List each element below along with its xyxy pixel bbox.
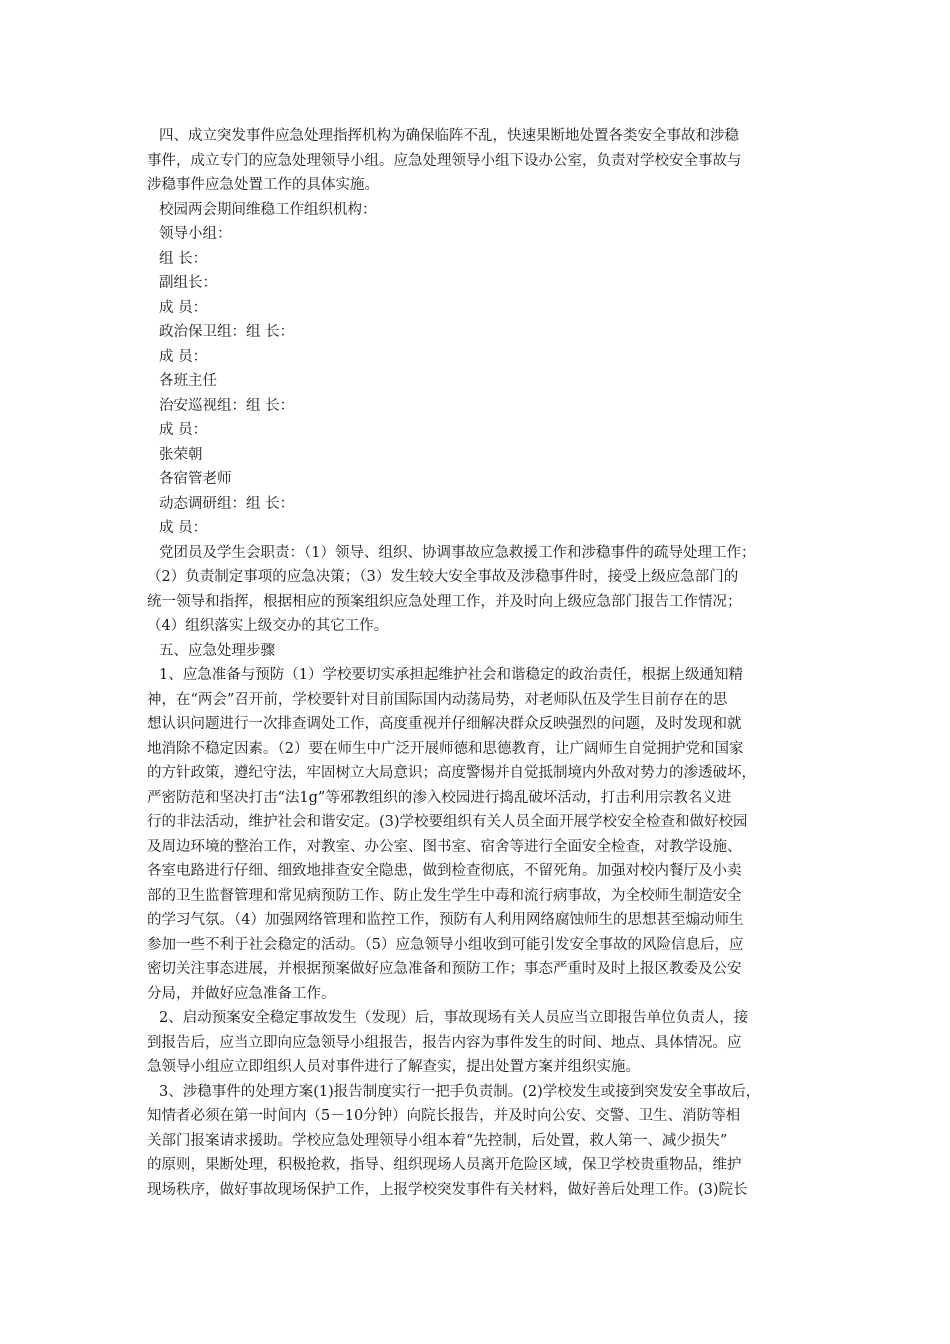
text-line: 的方针政策，遵纪守法，牢固树立大局意识；高度警惕并自觉抵制境内外敌对势力的渗透破坏，	[147, 765, 756, 781]
text-line: 成 员：	[159, 520, 208, 536]
text-line: （4）组织落实上级交办的其它工作。	[147, 618, 389, 634]
text-line: 张荣朝	[159, 446, 203, 463]
text-line: 密切关注事态进展，并根据预案做好应急准备和预防工作；事态严重时及时上报区教委及公安	[147, 961, 742, 977]
text-line: 参加一些不利于社会稳定的活动。（5）应急领导小组收到可能引发安全事故的风险信息后，应	[147, 936, 744, 953]
text-line: 的原则，果断处理，积极抢救，指导、组织现场人员离开危险区域，保卫学校贵重物品，维护	[147, 1157, 742, 1173]
text-line: 动态调研组：组 长：	[159, 495, 295, 512]
text-line: 成 员：	[159, 348, 208, 365]
text-line: 部的卫生监督管理和常见病预防工作、防止发生学生中毒和流行病事故，为全校师生制造安全	[147, 887, 742, 904]
text-line: 行的非法活动，维护社会和谐安定。(3)学校要组织有关人员全面开展学校安全检查和做好校园	[147, 814, 748, 830]
text-line: 现场秩序，做好事故现场保护工作，上报学校突发事件有关材料，做好善后处理工作。(3)院长	[147, 1181, 748, 1198]
text-line: 组 长：	[159, 250, 208, 267]
text-line: 涉稳事件应急处置工作的具体实施。	[147, 177, 379, 193]
text-line: 各班主任	[159, 373, 217, 389]
text-line: 想认识问题进行一次排查调处工作，高度重视并仔细解决群众反映强烈的问题，及时发现和就	[147, 716, 742, 732]
text-line: 3、涉稳事件的处理方案(1)报告制度实行一把手负责制。(2)学校发生或接到突发安全事故后，	[159, 1083, 761, 1100]
text-line: 治安巡视组：组 长：	[159, 397, 295, 414]
text-line: 严密防范和坚决打击“法1g”等邪教组织的渗入校园进行捣乱破坏活动，打击利用宗教名义进	[147, 789, 732, 806]
text-line: 副组长：	[159, 275, 217, 291]
text-line: 成 员：	[159, 422, 208, 438]
text-line: 五、应急处理步骤	[159, 642, 275, 659]
text-line: 四、成立突发事件应急处理指挥机构为确保临阵不乱，快速果断地处置各类安全事故和涉稳	[159, 128, 739, 144]
text-line: 领导小组：	[159, 226, 232, 242]
text-line: 政治保卫组：组 长：	[159, 324, 295, 340]
text-line: 成 员：	[159, 299, 208, 316]
text-line: 各宿管老师	[159, 471, 232, 487]
text-line: 到报告后，应当立即向应急领导小组报告，报告内容为事件发生的时间、地点、具体情况。应	[147, 1034, 742, 1051]
text-line: 的学习气氛。（4）加强网络管理和监控工作，预防有人利用网络腐蚀师生的思想甚至煽动师生	[147, 912, 744, 928]
document-page	[147, 124, 825, 1202]
text-line: 统一领导和指挥，根据相应的预案组织应急处理工作，并及时向上级应急部门报告工作情况；	[147, 593, 742, 610]
text-line: （2）负责制定事项的应急决策；（3）发生较大安全事故及涉稳事件时，接受上级应急部门的	[147, 569, 739, 585]
text-line: 知情者必须在第一时间内（5－10分钟）向院长报告，并及时向公安、交警、卫生、消防等相	[147, 1108, 741, 1124]
text-line: 关部门报案请求援助。学校应急处理领导小组本着“先控制，后处置，救人第一、减少损失”	[147, 1132, 728, 1149]
text-line: 2、启动预案安全稳定事故发生（发现）后，事故现场有关人员应当立即报告单位负责人，接	[159, 1010, 749, 1026]
text-line: 各室电路进行仔细、细致地排查安全隐患，做到检查彻底，不留死角。加强对校内餐厅及小卖	[147, 863, 742, 879]
text-line: 党团员及学生会职责：（1）领导、组织、协调事故应急救援工作和涉稳事件的疏导处理工作；	[159, 544, 756, 561]
text-line: 分局，并做好应急准备工作。	[147, 985, 336, 1002]
text-line: 神，在“两会”召开前，学校要针对目前国际国内动荡局势，对老师队伍及学生目前存在的思	[147, 691, 728, 708]
text-line: 事件，成立专门的应急处理领导小组。应急处理领导小组下设办公室，负责对学校安全事故与	[147, 152, 742, 169]
text-line: 1、应急准备与预防（1）学校要切实承担起维护社会和谐稳定的政治责任，根据上级通知精	[159, 667, 743, 683]
text-line: 及周边环境的整治工作，对教室、办公室、图书室、宿舍等进行全面安全检查，对教学设施、	[147, 838, 742, 855]
text-line: 地消除不稳定因素。（2）要在师生中广泛开展师德和思德教育，让广阔师生自觉拥护党和国家	[147, 740, 744, 757]
text-line: 校园两会期间维稳工作组织机构：	[159, 201, 377, 218]
text-line: 急领导小组应立即组织人员对事件进行了解查实，提出处置方案并组织实施。	[147, 1059, 640, 1075]
